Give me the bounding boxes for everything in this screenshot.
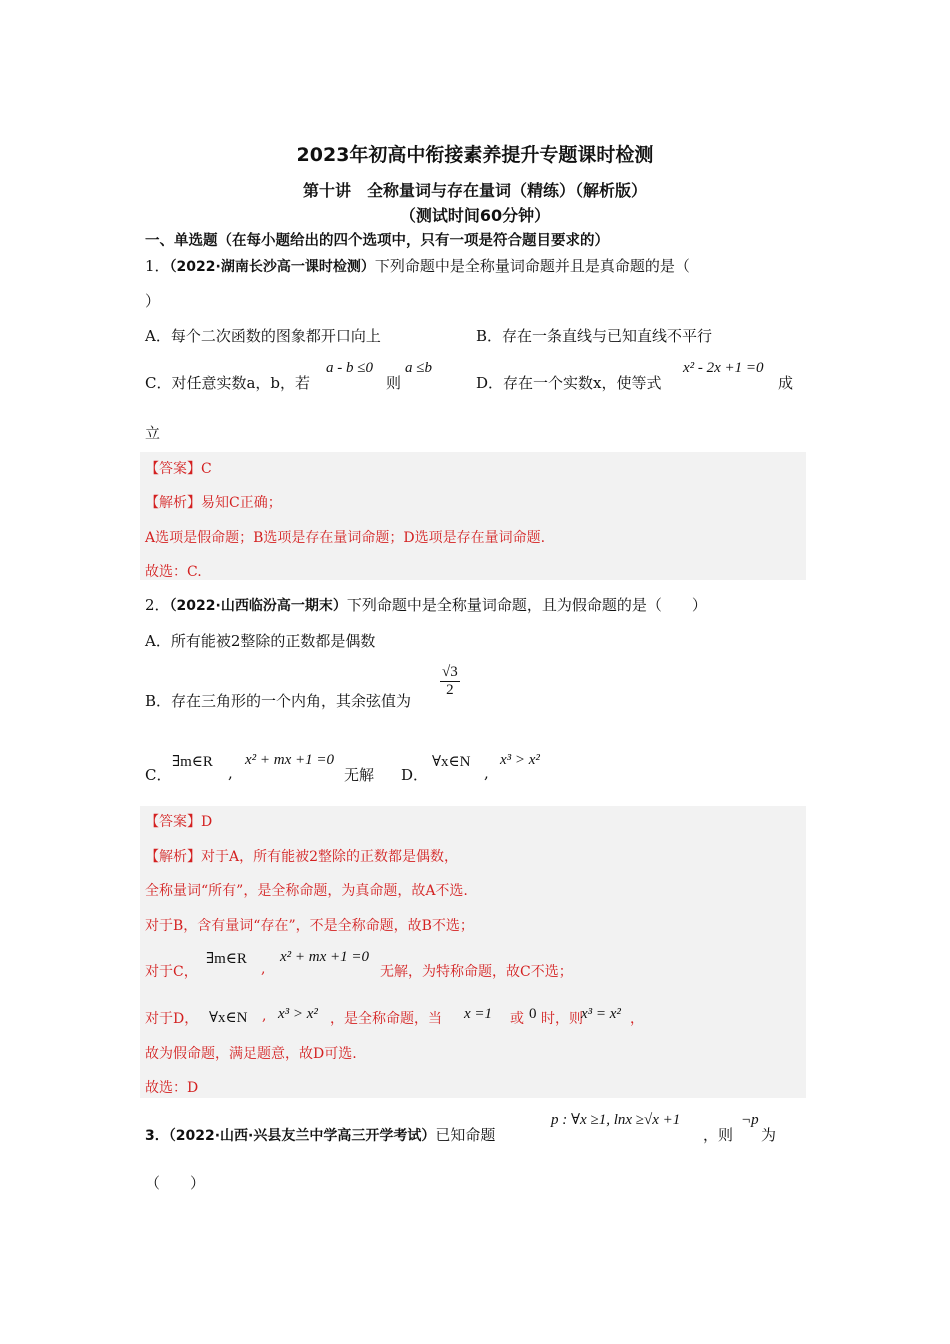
q2-analysis-math: 0 (529, 1006, 537, 1022)
question-2 (145, 594, 707, 615)
q2-option-c: C． (145, 766, 172, 784)
q2-analysis-math: x² + mx +1 =0 (280, 949, 370, 965)
q1-option-c (145, 372, 310, 393)
q2-analysis-line: 对于B，含有量词“存在”，不是全称命题，故B不选； (145, 918, 474, 934)
q2-option-c-math2: x² + mx +1 =0 (245, 752, 335, 768)
question-source: （2022·山西·兴县友兰中学高三开学考试） (168, 1128, 436, 1144)
q2-option-b: B．存在三角形的一个内角，其余弦值为 (145, 692, 412, 710)
q1-option-c-math2: a ≤b (405, 360, 432, 376)
fraction-denominator: 2 (440, 681, 460, 699)
q1-option-c-math1: a - b ≤0 (326, 360, 373, 376)
page-title: 2023年初高中衔接素养提升专题课时检测 (296, 144, 654, 166)
question-source: （2022·湖南长沙高一课时检测） (169, 259, 375, 275)
q1-option-d-post: 成 (778, 374, 794, 392)
q2-analysis-line: 对于C， (145, 964, 198, 980)
q2-analysis-text: 或 (510, 1011, 524, 1027)
question-source: （2022·山西临汾高一期末） (169, 598, 347, 614)
question-1-close: ） (145, 292, 161, 310)
q2-analysis-line: 【解析】对于A，所有能被2整除的正数都是偶数， (145, 849, 459, 865)
q2-option-a: A．所有能被2整除的正数都是偶数 (145, 632, 376, 650)
q1-option-b: B．存在一条直线与已知直线不平行 (476, 327, 713, 345)
q2-analysis-line: 无解，为特称命题，故C不选； (380, 964, 573, 980)
q1-analysis-line: 【解析】易知C正确； (145, 495, 282, 511)
q1-option-c-text: C．对任意实数a，b，若 (145, 374, 311, 392)
question-3 (145, 1124, 495, 1145)
q2-analysis-math: x³ = x² (581, 1006, 621, 1022)
q3-blank: （ ） (145, 1174, 206, 1192)
q2-analysis-line: 对于D， (145, 1011, 199, 1027)
q3-text: ，则 (703, 1126, 734, 1144)
question-number: 3． (145, 1128, 169, 1144)
q1-option-d: D．存在一个实数x，使等式 (476, 374, 662, 392)
question-1 (145, 255, 690, 276)
q2-analysis-text: 时，则 (541, 1011, 583, 1027)
q2-analysis-line: 故选：D (145, 1080, 199, 1096)
q1-analysis-line: 故选：C. (145, 564, 202, 580)
comma: , (484, 764, 489, 782)
q2-analysis-text: ，是全称命题，当 (330, 1011, 442, 1027)
q1-option-c-then: 则 (386, 374, 402, 392)
q2-analysis-line: 故为假命题，满足题意，故D可选. (145, 1046, 357, 1062)
q2-analysis-math: x =1 (464, 1006, 493, 1022)
q3-math-proposition: p : ∀x ≥1, lnx ≥√x +1 (551, 1112, 681, 1128)
question-number: 2． (145, 596, 170, 614)
question-stem: 下列命题中是全称量词命题，且为假命题的是（ ） (346, 596, 707, 614)
comma: , (228, 764, 233, 782)
q2-option-d: D． (401, 766, 429, 784)
q1-option-d-wrap: 立 (145, 424, 161, 442)
q2-analysis-math: ∀x∈N (209, 1010, 248, 1026)
fraction-numerator: √3 (442, 664, 458, 680)
q1-answer: 【答案】C (145, 461, 212, 477)
q2-option-d-math2: x³ > x² (500, 752, 540, 768)
comma: ， (630, 1011, 644, 1027)
q1-analysis-line: A选项是假命题；B选项是存在量词命题；D选项是存在量词命题. (145, 530, 546, 546)
q3-text: 为 (761, 1126, 777, 1144)
q2-option-b-fraction (440, 664, 460, 699)
q1-option-d-math: x² - 2x +1 =0 (683, 360, 764, 376)
comma: , (262, 1008, 267, 1024)
q3-math-negation: ¬p (741, 1112, 759, 1128)
comma: , (261, 961, 266, 977)
q2-option-c-math1: ∃m∈R (172, 754, 213, 770)
q2-option-c-post: 无解 (344, 766, 375, 784)
q1-answer-box (140, 452, 806, 580)
q2-option-d-math1: ∀x∈N (432, 754, 471, 770)
q2-analysis-math: x³ > x² (278, 1006, 318, 1022)
question-stem: 已知命题 (435, 1126, 496, 1144)
q2-answer-box (140, 806, 806, 1098)
q2-answer: 【答案】D (145, 814, 213, 830)
q2-analysis-math: ∃m∈R (206, 951, 247, 967)
question-stem: 下列命题中是全称量词命题并且是真命题的是（ (374, 257, 690, 275)
q1-option-a: A．每个二次函数的图象都开口向上 (145, 327, 381, 345)
test-time: （测试时间60分钟） (399, 206, 551, 225)
question-number: 1． (145, 257, 170, 275)
page-subtitle: 第十讲 全称量词与存在量词（精练）（解析版） (302, 181, 647, 200)
section-heading: 一、单选题（在每小题给出的四个选项中，只有一项是符合题目要求的） (145, 233, 609, 249)
q2-analysis-line: 全称量词“所有”，是全称命题，为真命题，故A不选. (145, 883, 468, 899)
